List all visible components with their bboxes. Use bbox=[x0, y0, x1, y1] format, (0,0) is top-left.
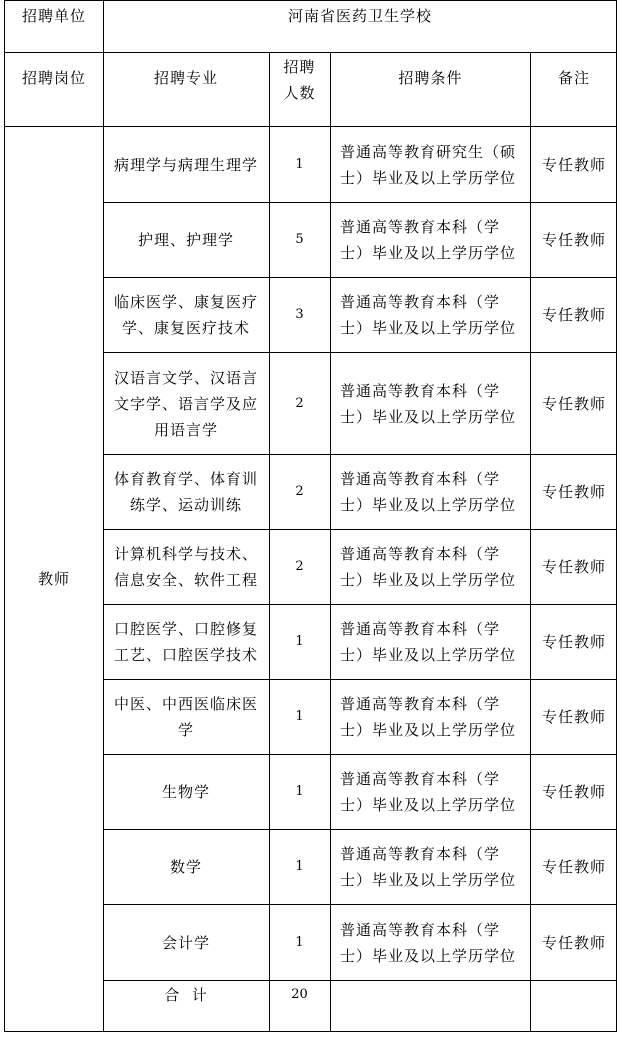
header-major-label: 招聘专业 bbox=[153, 69, 218, 87]
border-top bbox=[4, 0, 617, 1]
condition-cell: 普通高等教育本科（学士）毕业及以上学历学位 bbox=[340, 620, 517, 664]
count-cell: 1 bbox=[295, 859, 304, 874]
count-cell: 2 bbox=[295, 559, 304, 574]
count-cell: 1 bbox=[295, 634, 304, 649]
header-unit-label: 招聘单位 bbox=[21, 7, 86, 25]
remark-cell: 专任教师 bbox=[541, 155, 606, 174]
count-cell: 2 bbox=[295, 395, 304, 411]
condition-cell: 普通高等教育本科（学士）毕业及以上学历学位 bbox=[340, 218, 517, 262]
remark-cell: 专任教师 bbox=[541, 633, 606, 651]
major-cell: 生物学 bbox=[161, 783, 210, 801]
major-cell: 会计学 bbox=[161, 933, 210, 952]
remark-cell: 专任教师 bbox=[541, 858, 606, 876]
condition-cell: 普通高等教育本科（学士）毕业及以上学历学位 bbox=[340, 545, 517, 589]
rule-h-row bbox=[103, 277, 617, 278]
condition-cell: 普通高等教育本科（学士）毕业及以上学历学位 bbox=[340, 920, 517, 965]
rule-h-row bbox=[103, 980, 617, 981]
condition-cell: 普通高等教育本科（学士）毕业及以上学历学位 bbox=[340, 845, 517, 889]
count-cell: 1 bbox=[295, 934, 304, 950]
rule-h-row bbox=[103, 529, 617, 530]
remark-cell: 专任教师 bbox=[541, 558, 606, 576]
remark-cell: 专任教师 bbox=[541, 933, 606, 952]
rule-v-col1 bbox=[103, 0, 104, 1032]
count-cell: 1 bbox=[295, 156, 304, 172]
rule-h-row bbox=[103, 829, 617, 830]
condition-cell: 普通高等教育本科（学士）毕业及以上学历学位 bbox=[340, 695, 517, 739]
count-cell: 3 bbox=[295, 307, 304, 322]
count-cell: 1 bbox=[295, 709, 304, 724]
major-cell: 口腔医学、口腔修复工艺、口腔医学技术 bbox=[113, 620, 258, 664]
count-cell: 2 bbox=[295, 484, 304, 499]
rule-v-col3 bbox=[330, 53, 331, 1032]
header-unit-value: 河南省医药卫生学校 bbox=[287, 7, 432, 25]
total-label: 合 计 bbox=[164, 986, 208, 1004]
condition-cell: 普通高等教育本科（学士）毕业及以上学历学位 bbox=[340, 470, 517, 514]
count-cell: 5 bbox=[295, 232, 304, 247]
condition-cell: 普通高等教育本科（学士）毕业及以上学历学位 bbox=[340, 293, 517, 337]
major-cell: 汉语言文学、汉语言文字学、语言学及应用语言学 bbox=[113, 368, 258, 439]
header-remark-label: 备注 bbox=[557, 69, 590, 87]
header-position-label: 招聘岗位 bbox=[21, 69, 86, 87]
border-bottom bbox=[4, 1031, 617, 1032]
major-cell: 数学 bbox=[169, 858, 202, 876]
condition-cell: 普通高等教育本科（学士）毕业及以上学历学位 bbox=[340, 381, 517, 426]
rule-h-row bbox=[103, 604, 617, 605]
rule-v-col4 bbox=[530, 53, 531, 1032]
rule-h-row bbox=[103, 679, 617, 680]
rule-v-col2 bbox=[269, 53, 270, 1032]
major-cell: 护理、护理学 bbox=[137, 231, 234, 249]
rule-h-header-2 bbox=[4, 126, 617, 127]
remark-cell: 专任教师 bbox=[541, 483, 606, 501]
rule-h-row bbox=[103, 454, 617, 455]
condition-cell: 普通高等教育研究生（硕士）毕业及以上学历学位 bbox=[340, 142, 517, 187]
remark-cell: 专任教师 bbox=[541, 783, 606, 801]
remark-cell: 专任教师 bbox=[541, 708, 606, 726]
header-condition-label: 招聘条件 bbox=[398, 69, 463, 87]
remark-cell: 专任教师 bbox=[541, 394, 606, 413]
rule-h-row bbox=[103, 754, 617, 755]
major-cell: 病理学与病理生理学 bbox=[113, 155, 258, 174]
remark-cell: 专任教师 bbox=[541, 306, 606, 324]
remark-cell: 专任教师 bbox=[541, 231, 606, 249]
border-left bbox=[4, 0, 5, 1032]
rule-h-row bbox=[103, 352, 617, 353]
border-right bbox=[616, 0, 617, 1032]
rule-h-row bbox=[103, 904, 617, 905]
condition-cell: 普通高等教育本科（学士）毕业及以上学历学位 bbox=[340, 770, 517, 814]
major-cell: 临床医学、康复医疗学、康复医疗技术 bbox=[113, 293, 258, 337]
major-cell: 体育教育学、体育训练学、运动训练 bbox=[113, 470, 258, 514]
count-cell: 1 bbox=[295, 784, 304, 799]
total-count: 20 bbox=[291, 987, 308, 1002]
rule-h-row bbox=[103, 202, 617, 203]
major-cell: 中医、中西医临床医学 bbox=[113, 695, 258, 739]
position-cell: 教师 bbox=[37, 570, 70, 588]
header-count-label: 招聘人数 bbox=[283, 58, 316, 102]
major-cell: 计算机科学与技术、信息安全、软件工程 bbox=[113, 545, 258, 589]
rule-h-header-1 bbox=[4, 52, 617, 53]
